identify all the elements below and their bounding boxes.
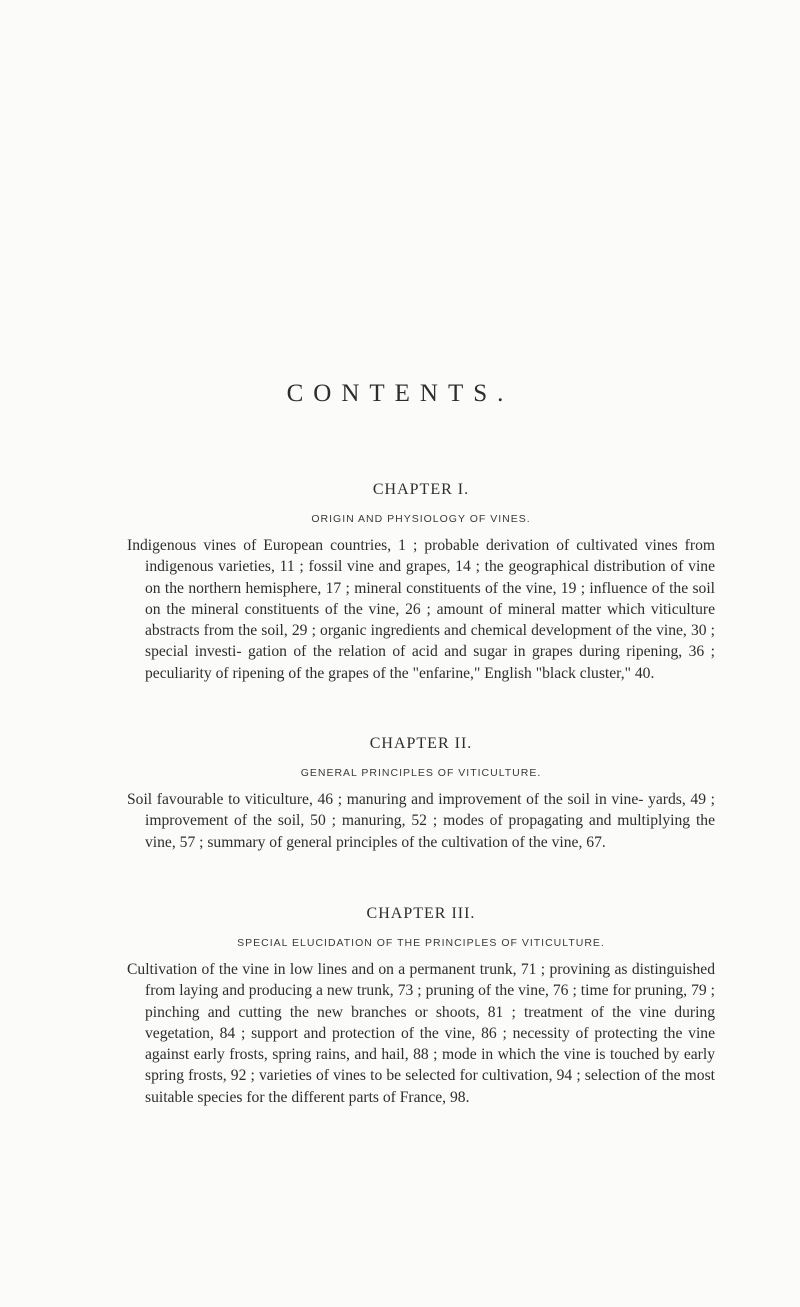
- chapter-section: [127, 735, 715, 853]
- chapter-subheading: SPECIAL ELUCIDATION OF THE PRINCIPLES OF VITICULTURE.: [237, 937, 605, 949]
- chapter-heading: CHAPTER III.: [366, 905, 476, 922]
- chapter-subheading: ORIGIN AND PHYSIOLOGY OF VINES.: [311, 513, 531, 525]
- chapter-summary: Indigenous vines of European countries, 1 ; probable derivation of cultivated vines from indigenous varieties, 11 ; fossil vine and grapes, 14 ; the geographical distribution of vine on the northern hemisphere, 17 ; mineral constituents of the vine, 19 ; influence of the soil on the mineral constituents of the vine, 26 ; amount of mineral matter which viticulture abstracts from the soil, 29 ; organic ingredients and chemical development of the vine, 30 ; special investi- gation of the relation of acid and sugar in grapes during ripening, 36 ; peculiarity of ripening of the grapes of the "enfarine," English "black cluster," 40.: [127, 537, 715, 682]
- chapter-section: [127, 481, 715, 684]
- chapter-subheading: GENERAL PRINCIPLES OF VITICULTURE.: [300, 767, 542, 779]
- chapter-heading: CHAPTER I.: [372, 481, 470, 498]
- chapter-section: [127, 905, 715, 1108]
- page-title: CONTENTS.: [286, 380, 514, 407]
- chapter-summary: Cultivation of the vine in low lines and on a permanent trunk, 71 ; provining as distinguished from laying and producing a new trunk, 73 ; pruning of the vine, 76 ; time for pruning, 79 ; pinching and cutting the new branches or shoots, 81 ; treatment of the vine during vegetation, 84 ; support and protection of the vine, 86 ; necessity of protecting the vine against early frosts, spring rains, and hail, 88 ; mode in which the vine is touched by early spring frosts, 92 ; varieties of vines to be selected for cultivation, 94 ; selection of the most suitable species for the different parts of France, 98.: [127, 961, 715, 1106]
- chapter-heading: CHAPTER II.: [369, 735, 473, 752]
- chapter-summary: Soil favourable to viticulture, 46 ; manuring and improvement of the soil in vine- yards, 49 ; improvement of the soil, 50 ; manuring, 52 ; modes of propagating and multiplying the vine, 57 ; summary of general principles of the cultivation of the vine, 67.: [127, 791, 715, 851]
